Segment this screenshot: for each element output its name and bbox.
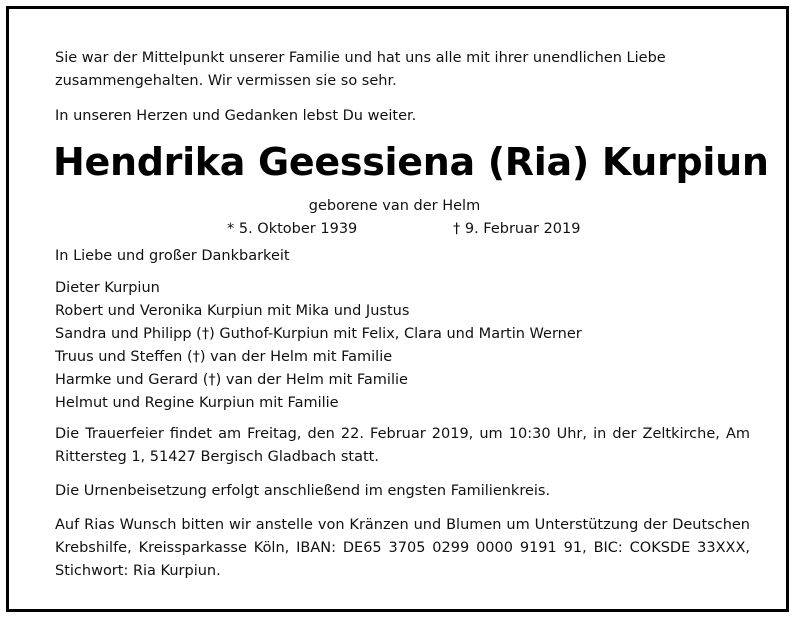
service-text: Die Trauerfeier findet am Freitag, den 22. Februar 2019, um 10:30 Uhr, in der Zeltkirche, Am Rittersteg 1, 51427 Bergisch Gladbach statt. (55, 426, 750, 465)
mourner-item: Robert und Veronika Kurpiun mit Mika und Justus (55, 303, 410, 319)
mourners-intro: In Liebe und großer Dankbarkeit (55, 248, 290, 264)
intro-text: Sie war der Mittelpunkt unserer Familie und hat uns alle mit ihrer unendlichen Liebe zusammengehalten. Wir vermissen sie so sehr. (55, 50, 666, 89)
urn-text: Die Urnenbeisetzung erfolgt anschließend im engsten Familienkreis. (55, 483, 551, 499)
obituary-notice (6, 6, 789, 612)
mourner-item: Helmut und Regine Kurpiun mit Familie (55, 395, 339, 411)
deceased-name: Hendrika Geessiena (Ria) Kurpiun (53, 140, 769, 184)
mourner-item: Truus und Steffen (†) van der Helm mit Familie (55, 349, 393, 365)
maiden-name: geborene van der Helm (308, 198, 481, 214)
mourner-item: Dieter Kurpiun (55, 280, 160, 296)
mourner-item: Sandra und Philipp (†) Guthof-Kurpiun mit Felix, Clara und Martin Werner (55, 326, 582, 342)
birth-date: * 5. Oktober 1939 (227, 221, 358, 237)
death-date: † 9. Februar 2019 (453, 221, 581, 237)
donation-text: Auf Rias Wunsch bitten wir anstelle von Kränzen und Blumen um Unterstützung der Deutschen Krebshilfe, Kreissparkasse Köln, IBAN: DE65 3705 0299 0000 9191 91, BIC: COKSDE 33XXX, Stichwort: Ria Kurpiun. (55, 517, 750, 579)
heart-line: In unseren Herzen und Gedanken lebst Du weiter. (55, 108, 417, 124)
mourner-item: Harmke und Gerard (†) van der Helm mit Familie (55, 372, 408, 388)
mourners-list (55, 277, 750, 415)
